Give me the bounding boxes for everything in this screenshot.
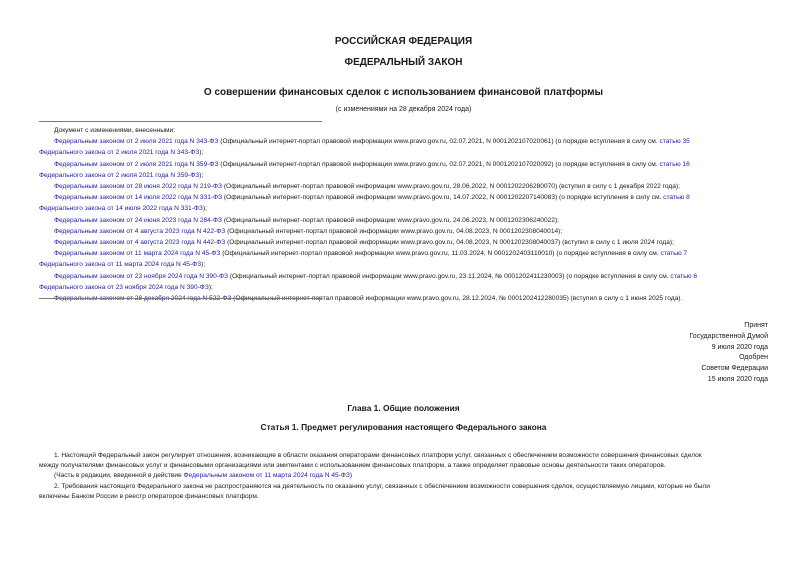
amendment-link[interactable]: Федеральным законом от 14 июля 2022 года N 331-ФЗ [54, 194, 223, 202]
amendment-text: (Официальный интернет-портал правовой информации www.pravo.gov.ru, 11.03.2024, N 0001202403110010) (о порядке вступления в силу см. [220, 250, 661, 258]
country-heading: РОССИЙСКАЯ ФЕДЕРАЦИЯ [334, 36, 473, 47]
amendment-link[interactable]: Федеральным законом от 4 августа 2023 года N 422-ФЗ [54, 227, 226, 235]
amendment-link[interactable]: Федеральным законом от 11 марта 2024 года N 45-ФЗ [54, 250, 221, 258]
body-line [39, 492, 769, 502]
chapter-title: Глава 1. Общие положения [347, 403, 460, 413]
adoption-line: Одобрен [739, 354, 768, 362]
body-text: включены Банком России в реестр операторов финансовых платформ. [39, 492, 259, 500]
adoption-line: Принят [744, 322, 768, 329]
article-reference-link[interactable]: статью 8 [663, 194, 690, 202]
amendment-line [39, 170, 769, 181]
amendment-text: (Официальный интернет-портал правовой информации www.pravo.gov.ru, 28.12.2024, № 0001202412280035) (вступил в силу с 1 июня 2025 года). [231, 295, 683, 303]
body-law-link[interactable]: Федеральным законом от 11 марта 2024 года N 45-ФЗ [183, 472, 350, 480]
law-type-heading: ФЕДЕРАЛЬНЫЙ ЗАКОН [344, 57, 463, 68]
body-line [39, 482, 769, 492]
amendment-link[interactable]: Федеральным законом от 28 декабря 2024 года N 522-ФЗ [54, 295, 232, 303]
top-divider [39, 121, 322, 122]
amendment-text: (Официальный интернет-портал правовой информации www.pravo.gov.ru, 02.07.2021, N 0001202107020092) (о порядке вступления в силу см. [218, 160, 660, 168]
adoption-line: 9 июля 2020 года [711, 343, 768, 351]
body-line [39, 471, 769, 481]
body-line [39, 461, 769, 471]
body-text: 2. Требования настоящего Федерального закона не распространяются на деятельность по оказанию услуг, связанных с обеспечением возможности совершения сделок, осуществляемую лицами, которые не были [54, 482, 710, 490]
amendment-link[interactable]: Федеральным законом от 24 июня 2023 года N 284-ФЗ [54, 216, 223, 224]
bottom-divider [39, 298, 322, 299]
body-line [39, 451, 769, 461]
article-reference-link[interactable]: статью 35 [659, 138, 690, 146]
amendments-intro: Документ с изменениями, внесенными: [54, 127, 176, 134]
article-reference-link[interactable]: статью 6 [670, 272, 698, 280]
amendment-line [39, 271, 769, 282]
revision-note: (с изменениями на 28 декабря 2024 года) [335, 106, 472, 113]
amendment-link[interactable]: Федерального закона от 23 ноября 2024 года N 390-ФЗ [39, 283, 209, 291]
amendment-text: ); [202, 205, 207, 213]
amendment-text: ); [208, 283, 213, 291]
amendment-line [39, 181, 769, 192]
amendment-line [39, 159, 769, 170]
article-body [39, 451, 769, 502]
article-reference-link[interactable]: статью 16 [659, 160, 690, 168]
amendment-link[interactable]: Федеральным законом от 2 июля 2021 года N 343-ФЗ [54, 138, 219, 146]
body-text: 1. Настоящий Федеральный закон регулирует отношения, возникающие в области оказания операторами финансовых платформ услуг, связанных с обеспечением возможности совершения финансовых сделок [54, 452, 702, 459]
amendment-text: ); [199, 171, 204, 179]
law-title: О совершении финансовых сделок с использованием финансовой платформы [203, 87, 604, 98]
amendments-list [39, 125, 769, 304]
amendment-line [39, 192, 769, 203]
amendment-line [39, 203, 769, 214]
amendment-link[interactable]: Федеральным законом от 23 ноября 2024 года N 390-ФЗ [54, 272, 229, 280]
adoption-line: Советом Федерации [701, 365, 768, 373]
body-text: между получателями финансовых услуг и финансовыми организациями или эмитентами с использованием финансовых платформ, а также определяет правовые основы деятельности таких операторов. [39, 462, 666, 470]
body-text-tail: ) [349, 472, 353, 480]
amendment-line [39, 259, 769, 270]
amendment-link[interactable]: Федерального закона от 2 июля 2021 года N 359-ФЗ [39, 171, 200, 179]
article-reference-link[interactable]: статью 7 [660, 250, 688, 258]
amendment-link[interactable]: Федеральным законом от 4 августа 2023 года N 442-ФЗ [54, 239, 226, 247]
amendment-text: (Официальный интернет-портал правовой информации www.pravo.gov.ru, 02.07.2021, N 0001202107020061) (о порядке вступления в силу см. [218, 138, 660, 146]
amendment-text: (Официальный интернет-портал правовой информации www.pravo.gov.ru, 04.08.2023, N 0001202308040014); [225, 227, 563, 235]
adoption-line: Государственной Думой [689, 332, 768, 340]
amendment-text: (Официальный интернет-портал правовой информации www.pravo.gov.ru, 24.06.2023, N 0001202306240022); [222, 216, 559, 224]
amendment-line [39, 282, 769, 293]
amendment-link[interactable]: Федеральным законом от 2 июля 2021 года N 359-ФЗ [54, 160, 219, 168]
amendment-text: (Официальный интернет-портал правовой информации www.pravo.gov.ru, 14.07.2022, N 0001202207140083) (о порядке вступления в силу см. [222, 194, 664, 202]
amendment-line [39, 215, 769, 226]
adoption-line: 15 июля 2020 года [707, 375, 768, 383]
amendment-text: (Официальный интернет-портал правовой информации www.pravo.gov.ru, 23.11.2024, № 0001202411230003) (о порядке вступления в силу см. [228, 272, 671, 280]
amendment-line [39, 136, 769, 147]
amendment-link[interactable]: Федерального закона от 11 марта 2024 года N 45-ФЗ [39, 261, 202, 269]
amendment-text: ); [199, 149, 204, 157]
amendment-text: (Официальный интернет-портал правовой информации www.pravo.gov.ru, 28.06.2022, N 0001202206280070) (вступил в силу с 1 декабря 2022 года); [222, 183, 680, 191]
amendment-link[interactable]: Федеральным законом от 28 июня 2022 года N 219-ФЗ [54, 183, 223, 191]
amendment-line [39, 237, 769, 248]
amendment-line [39, 147, 769, 158]
amendment-link[interactable]: Федерального закона от 14 июля 2022 года N 331-ФЗ [39, 205, 203, 213]
amendment-line [39, 248, 769, 259]
body-text: (Часть в редакции, введенной в действие [54, 472, 184, 480]
amendment-text: ); [201, 261, 206, 269]
amendment-line [39, 226, 769, 237]
article-title: Статья 1. Предмет регулирования настоящего Федерального закона [260, 422, 547, 432]
amendment-link[interactable]: Федерального закона от 2 июля 2021 года N 343-ФЗ [39, 149, 200, 157]
adoption-block [568, 321, 768, 386]
amendment-text: (Официальный интернет-портал правовой информации www.pravo.gov.ru, 04.08.2023, N 0001202308040037) (вступил в силу с 1 июля 2024 года); [225, 239, 674, 247]
